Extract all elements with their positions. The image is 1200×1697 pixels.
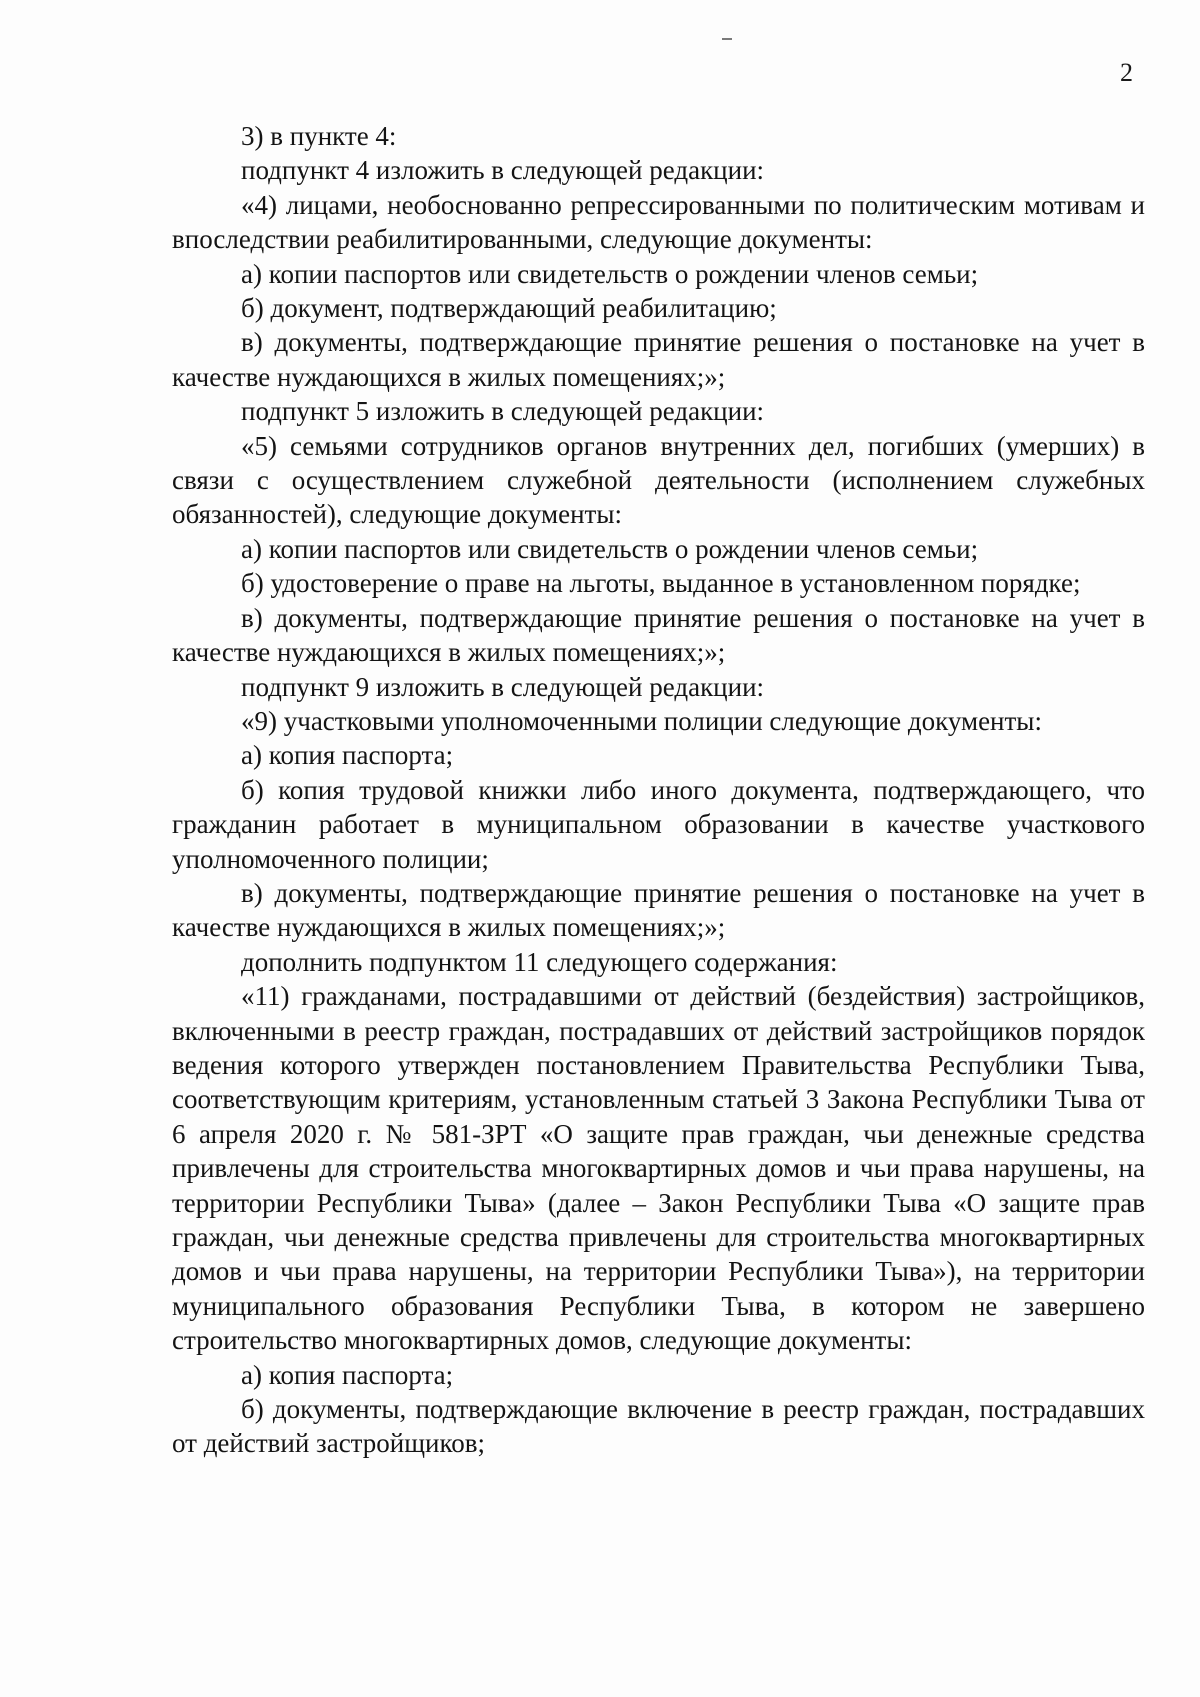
paragraph: б) удостоверение о праве на льготы, выданное в установленном порядке; (241, 568, 1081, 599)
scan-speck (722, 38, 732, 40)
page-number: 2 (1120, 58, 1133, 87)
paragraph: а) копии паспортов или свидетельств о рождении членов семьи; (241, 258, 979, 289)
document-body (172, 119, 1145, 1461)
paragraph: 3) в пункте 4: (241, 121, 397, 151)
paragraph: «11) гражданами, пострадавшими от действий (бездействия) застройщиков, включенными в реестр граждан, пострадавших от действий застройщиков порядок ведения которого утвержден постановлением Правительства Республики Тыва, соответствующим критериям, установленным статьей 3 Закона Республики Тыва от 6 апреля 2020 г. № 581-ЗРТ «О защите прав граждан, чьи денежные средства привлечены для строительства многоквартирных домов и чьи права нарушены, на территории Республики Тыва» (далее – Закон Республики Тыва «О защите прав граждан, чьи денежные средства привлечены для строительства многоквартирных домов и чьи права нарушены, на территории Республики Тыва»), на территории муниципального образования Республики Тыва, в котором не завершено строительство многоквартирных домов, следующие документы: (172, 981, 1145, 1356)
paragraph: дополнить подпунктом 11 следующего содержания: (241, 946, 838, 977)
paragraph: «9) участковыми уполномоченными полиции следующие документы: (241, 705, 1042, 736)
paragraph: б) копия трудовой книжки либо иного документа, подтверждающего, что гражданин работает в муниципальном образовании в качестве участкового уполномоченного полиции; (172, 774, 1145, 874)
paragraph: б) документы, подтверждающие включение в реестр граждан, пострадавших от действий застройщиков; (172, 1394, 1145, 1459)
paragraph: а) копии паспортов или свидетельств о рождении членов семьи; (241, 533, 979, 564)
paragraph: «5) семьями сотрудников органов внутренних дел, погибших (умерших) в связи с осуществлением служебной деятельности (исполнением служебных обязанностей), следующие документы: (172, 430, 1145, 530)
paragraph: б) документ, подтверждающий реабилитацию; (241, 293, 777, 324)
paragraph: в) документы, подтверждающие принятие решения о постановке на учет в качестве нуждающихся в жилых помещениях;»; (172, 327, 1145, 392)
paragraph: «4) лицами, необоснованно репрессированными по политическим мотивам и впоследствии реабилитированными, следующие документы: (172, 189, 1145, 255)
paragraph: в) документы, подтверждающие принятие решения о постановке на учет в качестве нуждающихся в жилых помещениях;»; (172, 602, 1145, 668)
paragraph: подпункт 4 изложить в следующей редакции: (241, 155, 765, 186)
paragraph: подпункт 5 изложить в следующей редакции: (241, 396, 765, 427)
paragraph: а) копия паспорта; (241, 1359, 454, 1390)
paragraph: в) документы, подтверждающие принятие решения о постановке на учет в качестве нуждающихся в жилых помещениях;»; (172, 877, 1145, 943)
paragraph: а) копия паспорта; (241, 740, 454, 771)
paragraph: подпункт 9 изложить в следующей редакции: (241, 671, 765, 702)
